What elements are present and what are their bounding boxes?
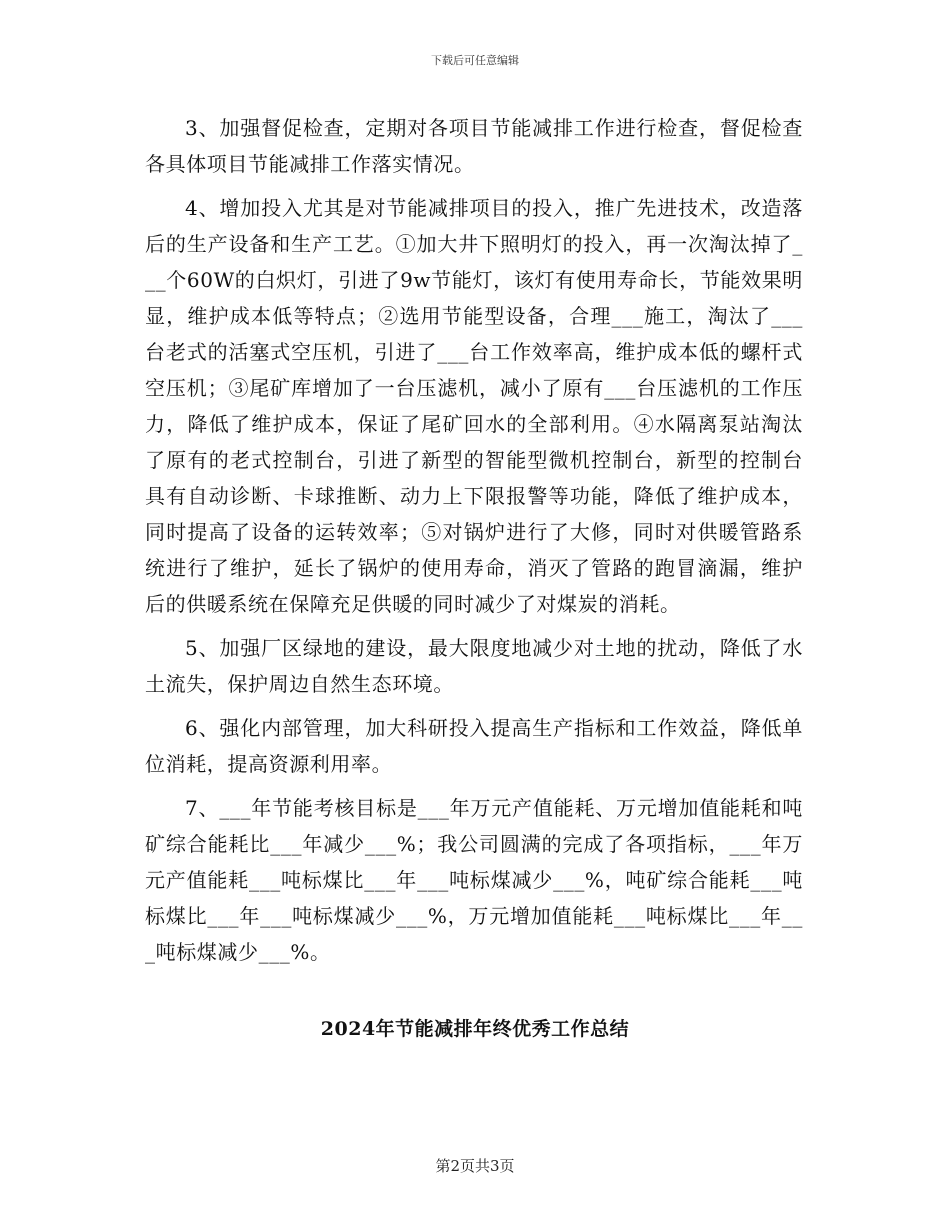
paragraph-item-6: 6、强化内部管理，加大科研投入提高生产指标和工作效益，降低单位消耗，提高资源利用率。: [145, 716, 803, 776]
page-header: 下载后可任意编辑: [431, 54, 519, 67]
paragraph-item-3: 3、加强督促检查，定期对各项目节能减排工作进行检查，督促检查各具体项目节能减排工作落实情况。: [145, 116, 803, 176]
paragraph-item-5: 5、加强厂区绿地的建设，最大限度地减少对土地的扰动，降低了水土流失，保护周边自然生态环境。: [145, 636, 803, 696]
document-body: [145, 110, 803, 978]
paragraph-item-4: 4、增加投入尤其是对节能减排项目的投入，推广先进技术，改造落后的生产设备和生产工艺。①加大井下照明灯的投入，再一次淘汰掉了___个60W的白炽灯，引进了9w节能灯，该灯有使用寿命长，节能效果明显，维护成本低等特点；②选用节能型设备，合理___施工，淘汰了___台老式的活塞式空压机，引进了___台工作效率高，维护成本低的螺杆式空压机；③尾矿库增加了一台压滤机，减小了原有___台压滤机的工作压力，降低了维护成本，保证了尾矿回水的全部利用。④水隔离泵站淘汰了原有的老式控制台，引进了新型的智能型微机控制台，新型的控制台具有自动诊断、卡球推断、动力上下限报警等功能，降低了维护成本，同时提高了设备的运转效率；⑤对锅炉进行了大修，同时对供暖管路系统进行了维护，延长了锅炉的使用寿命，消灭了管路的跑冒滴漏，维护后的供暖系统在保障充足供暖的同时减少了对煤炭的消耗。: [145, 196, 803, 616]
section-title: 2024年节能减排年终优秀工作总结: [320, 1018, 630, 1040]
paragraph-item-7: 7、___年节能考核目标是___年万元产值能耗、万元增加值能耗和吨矿综合能耗比___年减少___%；我公司圆满的完成了各项指标，___年万元产值能耗___吨标煤比___年___吨标煤减少___%，吨矿综合能耗___吨标煤比___年___吨标煤减少___%，万元增加值能耗___吨标煤比___年___吨标煤减少___%。: [145, 796, 803, 964]
page-number: 第2页共3页: [435, 1157, 515, 1175]
